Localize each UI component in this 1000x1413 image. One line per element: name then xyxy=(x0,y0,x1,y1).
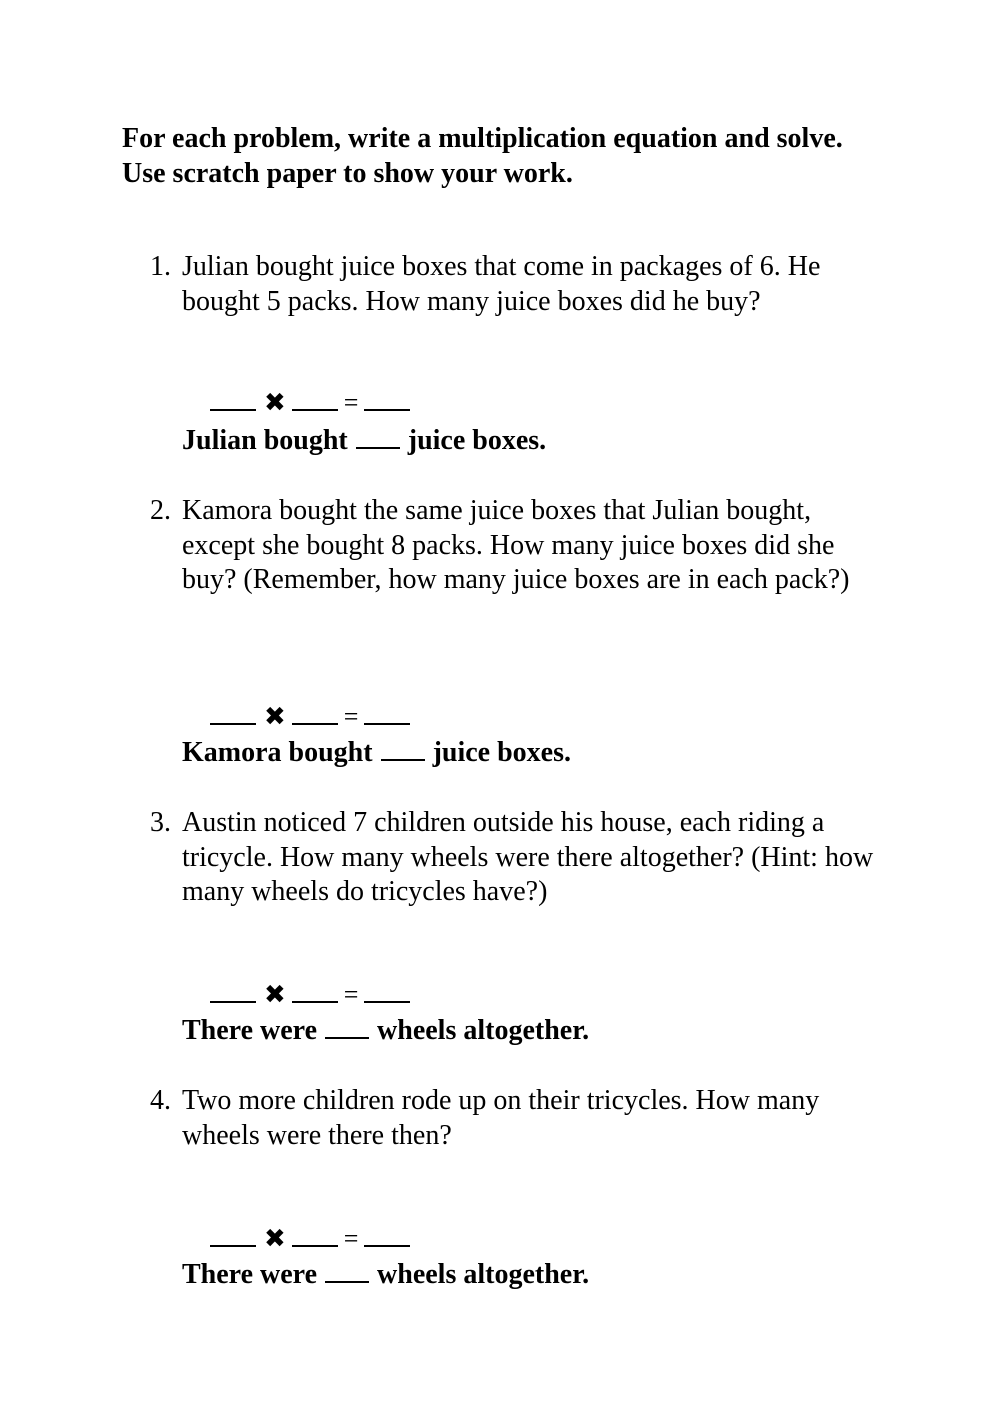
answer-sentence xyxy=(182,1258,589,1292)
equals-sign: = xyxy=(343,388,359,417)
problem-number: 4. xyxy=(150,1085,171,1116)
answer-prefix: There were xyxy=(182,1015,318,1046)
answer-blank[interactable] xyxy=(356,427,400,449)
answer-prefix: Kamora bought xyxy=(182,737,373,768)
factor-blank-1[interactable] xyxy=(210,1225,256,1247)
answer-prefix: Julian bought xyxy=(182,425,348,456)
problem-number: 3. xyxy=(150,807,171,838)
factor-blank-2[interactable] xyxy=(292,703,338,725)
factor-blank-1[interactable] xyxy=(210,981,256,1003)
problem-text: Julian bought juice boxes that come in packages of 6. He bought 5 packs. How many juice boxes did he buy? xyxy=(182,251,821,317)
answer-sentence xyxy=(182,736,571,770)
answer-sentence xyxy=(182,1014,589,1048)
factor-blank-2[interactable] xyxy=(292,981,338,1003)
multiply-icon: ✖ xyxy=(264,702,286,732)
product-blank[interactable] xyxy=(364,1225,410,1247)
product-blank[interactable] xyxy=(364,703,410,725)
factor-blank-2[interactable] xyxy=(292,389,338,411)
answer-blank[interactable] xyxy=(325,1017,369,1039)
instructions-heading: For each problem, write a multiplication equation and solve. Use scratch paper to show your work. xyxy=(122,123,843,189)
problem-text: Two more children rode up on their tricycles. How many wheels were there then? xyxy=(182,1085,820,1151)
problem-text: Kamora bought the same juice boxes that Julian bought, except she bought 8 packs. How many juice boxes did she buy? (Remember, how many juice boxes are in each pack?) xyxy=(182,495,850,595)
answer-blank[interactable] xyxy=(381,739,425,761)
multiply-icon: ✖ xyxy=(264,388,286,418)
problem-number: 2. xyxy=(150,495,171,526)
answer-suffix: juice boxes. xyxy=(407,425,547,456)
factor-blank-2[interactable] xyxy=(292,1225,338,1247)
product-blank[interactable] xyxy=(364,389,410,411)
answer-blank[interactable] xyxy=(325,1261,369,1283)
factor-blank-1[interactable] xyxy=(210,389,256,411)
equals-sign: = xyxy=(343,1224,359,1253)
multiply-icon: ✖ xyxy=(264,980,286,1010)
multiply-icon: ✖ xyxy=(264,1224,286,1254)
answer-suffix: wheels altogether. xyxy=(377,1259,590,1290)
answer-sentence xyxy=(182,424,546,458)
equals-sign: = xyxy=(343,702,359,731)
equals-sign: = xyxy=(343,980,359,1009)
problem-number: 1. xyxy=(150,251,171,282)
answer-suffix: wheels altogether. xyxy=(377,1015,590,1046)
factor-blank-1[interactable] xyxy=(210,703,256,725)
product-blank[interactable] xyxy=(364,981,410,1003)
answer-prefix: There were xyxy=(182,1259,318,1290)
answer-suffix: juice boxes. xyxy=(432,737,572,768)
problem-text: Austin noticed 7 children outside his house, each riding a tricycle. How many wheels were there altogether? (Hint: how many wheels do tricycles have?) xyxy=(182,807,874,907)
